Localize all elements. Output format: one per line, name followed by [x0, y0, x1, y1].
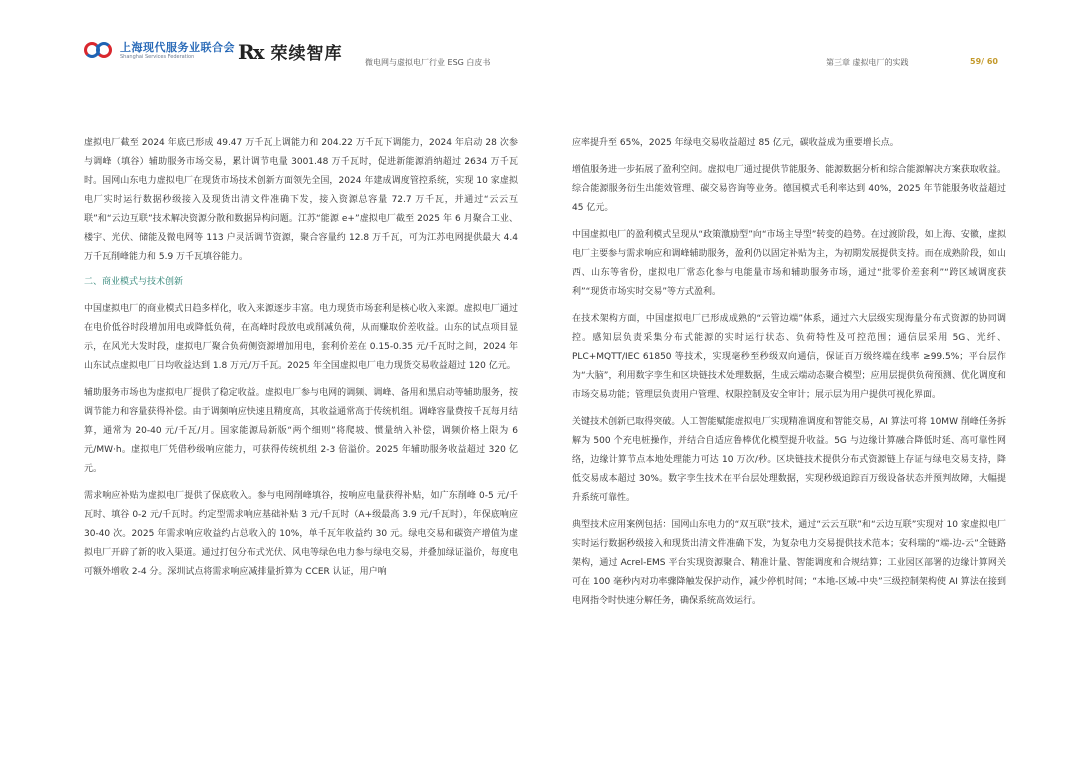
ssf-logo-name-en: Shanghai Services Federation — [120, 54, 195, 60]
chapter-title: 第三章 虚拟电厂的实践 — [826, 58, 909, 67]
document-title: 微电网与虚拟电厂行业 ESG 白皮书 — [365, 58, 491, 67]
paragraph: 辅助服务市场也为虚拟电厂提供了稳定收益。虚拟电厂参与电网的调频、调峰、备用和黑启动等辅助服务，按调节能力和容量获得补偿。由于调频响应快速且精度高，其收益通常高于传统机组。调峰容量费按千瓦每月结算，通常为 20-40 元/千瓦/月。国家能源局新版“两个细则”将爬坡、惯量纳入补偿，调频价格上限为 6 元/MW·h。虚拟电厂凭借秒级响应能力，可获得传统机组 2-3 倍溢价。2025 年辅助服务收益超过 320 亿元。 — [84, 388, 518, 474]
ssf-logo — [84, 40, 235, 62]
page-header — [0, 0, 1080, 80]
right-column — [572, 134, 1006, 619]
rx-logo-icon: Rx — [238, 39, 263, 64]
section-heading: 二、商业模式与技术创新 — [84, 277, 184, 287]
page-number: 59/ 60 — [970, 57, 998, 66]
paragraph: 应率提升至 65%，2025 年绿电交易收益超过 85 亿元，碳收益成为重要增长点。 — [572, 138, 899, 148]
paragraph: 需求响应补贴为虚拟电厂提供了保底收入。参与电网削峰填谷，按响应电量获得补贴，如广东削峰 0-5 元/千瓦时、填谷 0-2 元/千瓦时。约定型需求响应基础补贴 3 元/千瓦时（A+级最高 3.9 元/千瓦时），年保底响应 30-40 次。2025 年需求响应收益约占总收入的 10%，单千瓦年收益约 30 元。绿电交易和碳资产增值为虚拟电厂开辟了新的收入渠道。通过打包分布式光伏、风电等绿色电力参与绿电交易，并叠加绿证溢价，每度电可额外增收 2-4 分。深圳试点将需求响应减排量折算为 CCER 认证，用户响 — [84, 491, 518, 577]
paragraph: 中国虚拟电厂的商业模式日趋多样化，收入来源逐步丰富。电力现货市场套利是核心收入来源。虚拟电厂通过在电价低谷时段增加用电或降低负荷，在高峰时段放电或削减负荷，从而赚取价差收益。山东的试点项目显示，在风光大发时段，虚拟电厂聚合负荷侧资源增加用电，套利价差在 0.15-0.35 元/千瓦时之间，2024 年山东试点虚拟电厂日均收益达到 1.8 万元/万千瓦。2025 年全国虚拟电厂电力现货交易收益超过 120 亿元。 — [84, 304, 518, 371]
paragraph: 中国虚拟电厂的盈利模式呈现从“政策激励型”向“市场主导型”转变的趋势。在过渡阶段，如上海、安徽，虚拟电厂主要参与需求响应和调峰辅助服务，盈利仍以固定补贴为主，为初期发展提供支持。而在成熟阶段，如山西、山东等省份，虚拟电厂常态化参与电能量市场和辅助服务市场，通过“批零价差套利”“跨区域调度获利”“现货市场实时交易”等方式盈利。 — [572, 230, 1006, 297]
paragraph: 虚拟电厂截至 2024 年底已形成 49.47 万千瓦上调能力和 204.22 万千瓦下调能力，2024 年启动 28 次参与调峰（填谷）辅助服务市场交易，累计调节电量 3001.48 万千瓦时，促进新能源消纳超过 2634 万千瓦时。国网山东电力虚拟电厂在现货市场技术创新方面领先全国，2024 年建成调度管控系统，实现 10 家虚拟电厂实时运行数据秒级接入及现货出清文件准确下发，接入资源总容量 72.7 万千瓦，并通过“云云互联”和“云边互联”技术解决资源分散和数据异构问题。江苏“能源 e+”虚拟电厂截至 2025 年 6 月聚合工业、楼宇、光伏、储能及微电网等 113 户灵活调节资源，聚合容量约 12.8 万千瓦，可为江苏电网提供最大 4.4 万千瓦削峰能力和 5.9 万千瓦填谷能力。 — [84, 138, 518, 262]
left-column — [84, 134, 518, 590]
paragraph: 典型技术应用案例包括：国网山东电力的“双互联”技术，通过“云云互联”和“云边互联”实现对 10 家虚拟电厂实时运行数据秒级接入和现货出清文件准确下发，为复杂电力交易提供技术范本；安科瑞的“端-边-云”全链路架构，通过 Acrel-EMS 平台实现资源聚合、精准计量、智能调度和合规结算；工业园区部署的边缘计算网关可在 100 毫秒内对功率骤降触发保护动作，减少停机时间；“本地-区域-中央”三级控制架构使 AI 算法在接到电网指令时快速分解任务，确保系统高效运行。 — [572, 520, 1006, 606]
rongxu-logo-name: 荣续智库 — [270, 44, 343, 64]
paragraph: 关键技术创新已取得突破。人工智能赋能虚拟电厂实现精准调度和智能交易，AI 算法可将 10MW 削峰任务拆解为 500 个充电桩操作，并结合自适应鲁棒优化模型提升收益。5G 与边缘计算融合降低时延、高可靠性网络，边缘计算节点本地处理能力可达 10 万次/秒。区块链技术提供分布式资源链上存证与绿电交易支持，降低交易成本超过 30%。数字孪生技术在平台层处理数据，实现秒级追踪百万级设备状态并预判故障，大幅提升系统可靠性。 — [572, 417, 1006, 503]
ssf-logo-icon — [84, 40, 114, 62]
rongxu-logo — [238, 39, 343, 64]
paragraph: 增值服务进一步拓展了盈利空间。虚拟电厂通过提供节能服务、能源数据分析和综合能源解决方案获取收益。综合能源服务衍生出能效管理、碳交易咨询等业务。德国模式毛利率达到 40%，2025 年节能服务收益超过 45 亿元。 — [572, 165, 1006, 213]
ssf-logo-name: 上海现代服务业联合会 — [120, 41, 235, 54]
paragraph: 在技术架构方面，中国虚拟电厂已形成成熟的“云管边端”体系，通过六大层级实现海量分布式资源的协同调控。感知层负责采集分布式能源的实时运行状态、负荷特性及可控范围；通信层采用 5G、光纤、PLC+MQTT/IEC 61850 等技术，实现毫秒至秒级双向通信，保证百万级终端在线率 ≥99.5%；平台层作为“大脑”，利用数字孪生和区块链技术处理数据，生成云端动态聚合模型；应用层提供负荷预测、优化调度和市场交易功能；管理层负责用户管理、权限控制及安全审计；展示层为用户提供可视化界面。 — [572, 314, 1006, 400]
